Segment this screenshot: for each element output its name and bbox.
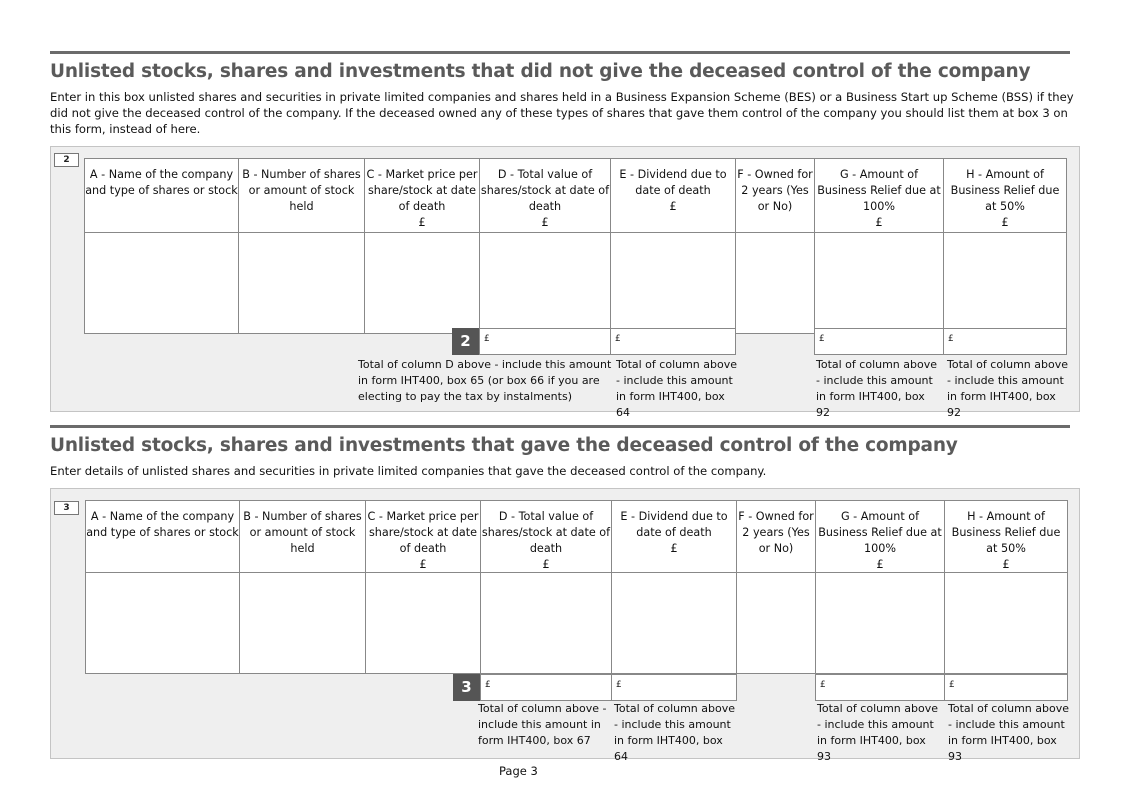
input-col-e[interactable] xyxy=(611,233,736,333)
input-col-d[interactable] xyxy=(480,233,611,333)
header-col-e: E - Dividend due to date of death £ xyxy=(611,159,736,233)
header-col-f: F - Owned for 2 years (Yes or No) xyxy=(736,159,815,233)
box-2-panel xyxy=(50,146,1080,419)
header-col-h: H - Amount of Business Relief due at 50% £ xyxy=(950,168,1060,229)
table xyxy=(85,500,1068,674)
input-col-g[interactable] xyxy=(815,233,944,333)
total-col-e-note: Total of column above - include this amount in form IHT400, box 64 xyxy=(614,702,736,763)
input-col-g[interactable] xyxy=(816,573,945,673)
total-col-h-input[interactable]: £ xyxy=(943,328,1067,355)
input-col-f[interactable] xyxy=(736,233,815,333)
section-divider xyxy=(50,51,1070,54)
input-col-d[interactable] xyxy=(481,573,612,673)
input-col-b[interactable] xyxy=(240,573,366,673)
box-number: 2 xyxy=(54,153,79,167)
input-col-b[interactable] xyxy=(239,233,365,333)
input-col-h[interactable] xyxy=(945,573,1067,673)
section-2-intro: Enter details of unlisted shares and securities in private limited companies that gave the deceased control of the company. xyxy=(50,464,767,478)
header-col-b: B - Number of shares or amount of stock held xyxy=(239,159,365,233)
box-number: 3 xyxy=(54,501,79,515)
header-col-g: G - Amount of Business Relief due at 100% £ xyxy=(815,159,944,233)
header-col-d: D - Total value of shares/stock at date of death £ xyxy=(481,501,612,573)
total-col-h-input[interactable]: £ xyxy=(944,674,1068,701)
section-2-title: Unlisted stocks, shares and investments that gave the deceased control of the company xyxy=(50,435,958,456)
total-col-g-note: Total of column above - include this amount in form IHT400, box 92 xyxy=(816,358,938,419)
section-1-intro: Enter in this box unlisted shares and securities in private limited companies and shares held in a Business Expansion Scheme (BES) or a Business Start up Scheme (BSS) if they did not give the deceased control of the company. If the deceased owned any of these types of shares that gave them control of the company you should list them at box 3 on this form, instead of here. xyxy=(50,90,1074,136)
header-col-a: A - Name of the company and type of shares or stock xyxy=(85,159,239,233)
table xyxy=(84,158,1067,334)
header-col-a: A - Name of the company and type of shares or stock xyxy=(86,501,240,573)
total-col-e-input[interactable]: £ xyxy=(611,674,737,701)
total-box-number: 3 xyxy=(453,674,480,701)
header-col-g: G - Amount of Business Relief due at 100% £ xyxy=(816,501,945,573)
header-col-e: E - Dividend due to date of death £ xyxy=(612,501,737,573)
section-divider xyxy=(50,425,1070,428)
header-col-c: C - Market price per share/stock at date of death £ xyxy=(366,501,481,573)
total-col-d-note: Total of column above - include this amount in form IHT400, box 67 xyxy=(478,702,607,747)
total-col-d-input[interactable]: £ xyxy=(480,674,612,701)
header-col-c: C - Market price per share/stock at date of death £ xyxy=(365,159,480,233)
header-col-f: F - Owned for 2 years (Yes or No) xyxy=(737,501,816,573)
total-col-g-input[interactable]: £ xyxy=(814,328,944,355)
total-col-e-note: Total of column above - include this amount in form IHT400, box 64 xyxy=(616,358,738,419)
total-col-g-input[interactable]: £ xyxy=(815,674,945,701)
total-col-d-input[interactable]: £ xyxy=(479,328,611,355)
total-col-e-input[interactable]: £ xyxy=(610,328,736,355)
total-col-h-note: Total of column above - include this amount in form IHT400, box 93 xyxy=(948,702,1070,763)
total-col-g-note: Total of column above - include this amount in form IHT400, box 93 xyxy=(817,702,939,763)
page-number: Page 3 xyxy=(499,764,538,778)
input-col-e[interactable] xyxy=(612,573,737,673)
total-col-h-note: Total of column above - include this amount in form IHT400, box 92 xyxy=(947,358,1069,419)
total-col-d-note: Total of column D above - include this amount in form IHT400, box 65 (or box 66 if you are electing to pay the tax by instalments) xyxy=(358,358,612,403)
total-box-number: 2 xyxy=(452,328,479,355)
input-col-f[interactable] xyxy=(737,573,816,673)
section-1-title: Unlisted stocks, shares and investments that did not give the deceased control of the company xyxy=(50,61,1031,82)
input-col-a[interactable] xyxy=(86,573,240,673)
input-col-c[interactable] xyxy=(365,233,480,333)
header-col-d: D - Total value of shares/stock at date of death £ xyxy=(480,159,611,233)
box-3-panel xyxy=(50,488,1080,763)
input-col-c[interactable] xyxy=(366,573,481,673)
header-col-h: H - Amount of Business Relief due at 50% £ xyxy=(951,510,1061,571)
input-col-h[interactable] xyxy=(944,233,1066,333)
input-col-a[interactable] xyxy=(85,233,239,333)
header-col-b: B - Number of shares or amount of stock held xyxy=(240,501,366,573)
